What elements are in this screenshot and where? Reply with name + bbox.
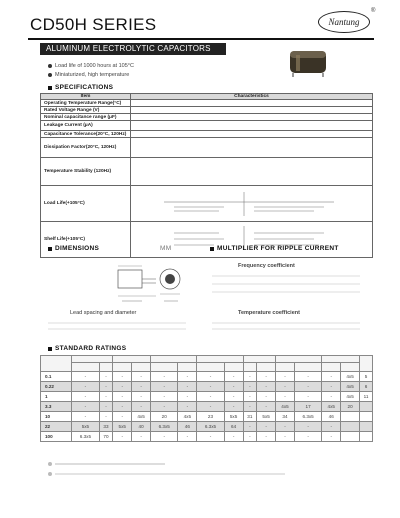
ratings-cell: - [113, 402, 132, 412]
spec-value [131, 100, 373, 107]
feature-item [48, 72, 129, 78]
spec-item: Rated Voltage Range (V) [41, 107, 131, 114]
spec-item: Load Life(+105°C) [41, 186, 131, 222]
spec-item: Temperature Stability (120Hz) [41, 158, 131, 186]
ratings-cell [341, 412, 360, 422]
ratings-cell: 4x5 [341, 372, 360, 382]
ratings-cell: - [243, 432, 257, 442]
ratings-cell: - [197, 402, 224, 412]
ratings-cell-cap: 3.3 [41, 402, 72, 412]
ratings-header-group [197, 356, 243, 363]
ratings-cell: - [113, 372, 132, 382]
ratings-cell [360, 422, 373, 432]
ratings-cell: - [113, 382, 132, 392]
ratings-cell: - [276, 392, 295, 402]
ratings-cell: - [276, 432, 295, 442]
ratings-cell [360, 402, 373, 412]
ratings-cell: - [322, 372, 341, 382]
spec-value [131, 131, 373, 138]
spec-value [131, 138, 373, 158]
ratings-cell: - [72, 372, 99, 382]
ratings-cell: - [294, 382, 321, 392]
ratings-cell [341, 432, 360, 442]
footnote-text-faint [55, 473, 285, 475]
ratings-cell: - [243, 372, 257, 382]
ratings-cell: 4x5 [322, 402, 341, 412]
spec-header-characteristics: Characteristics [131, 94, 373, 100]
footnote-line [48, 472, 285, 476]
lead-spacing-label: Lead spacing and diameter [70, 310, 137, 316]
ratings-cell: 46 [322, 412, 341, 422]
ratings-header-group [243, 356, 276, 363]
dot-icon [48, 462, 52, 466]
ratings-cell-cap: 0.22 [41, 382, 72, 392]
ratings-cell: - [178, 402, 197, 412]
registered-mark: ® [371, 8, 376, 14]
ratings-cell: - [132, 432, 151, 442]
ratings-cell: - [132, 372, 151, 382]
ratings-cell: 64 [224, 422, 243, 432]
spec-row [41, 107, 373, 114]
ratings-cell: 4x5 [178, 412, 197, 422]
ratings-cell: - [224, 372, 243, 382]
title-rule [28, 38, 374, 40]
ratings-cell: - [99, 412, 113, 422]
ratings-cell: 20 [341, 402, 360, 412]
ratings-cell: 40 [132, 422, 151, 432]
ratings-cell: - [276, 372, 295, 382]
ratings-cell: - [178, 382, 197, 392]
ratings-cell: - [113, 392, 132, 402]
dot-icon [48, 64, 52, 68]
ratings-cell: - [99, 392, 113, 402]
ratings-cell: - [197, 392, 224, 402]
ratings-row [41, 392, 373, 402]
ratings-cell: 20 [151, 412, 178, 422]
spec-item: Leakage Current (μA) [41, 121, 131, 131]
ratings-cell: 33 [99, 422, 113, 432]
ratings-cell: - [151, 372, 178, 382]
ratings-cell: - [197, 382, 224, 392]
section-title: MULTIPLIER FOR RIPPLE CURRENT [217, 245, 339, 252]
ratings-cell: - [322, 392, 341, 402]
ratings-cell: - [243, 422, 257, 432]
load-life-subtable [134, 188, 364, 218]
section-dimensions [48, 245, 99, 252]
ratings-row [41, 422, 373, 432]
ratings-cell-cap: 1 [41, 392, 72, 402]
ratings-cell: - [294, 392, 321, 402]
dimension-drawing [108, 256, 188, 312]
dot-icon [48, 472, 52, 476]
spec-row [41, 222, 373, 258]
ratings-cell: - [294, 432, 321, 442]
ratings-cell: - [224, 432, 243, 442]
lead-spacing-table-faint [48, 320, 188, 334]
page-title: CD50H SERIES [30, 15, 157, 34]
spec-value [131, 158, 373, 186]
ratings-cell: - [178, 432, 197, 442]
feature-item [48, 63, 134, 69]
ratings-cell: 6.3x5 [294, 412, 321, 422]
ratings-cell: - [197, 432, 224, 442]
ratings-cell: 34 [276, 412, 295, 422]
ratings-cell: - [294, 422, 321, 432]
feature-text: Miniaturized, high temperature [55, 72, 130, 78]
ratings-cell: - [257, 422, 276, 432]
capacitor-icon [286, 47, 330, 79]
ratings-cell: 23 [197, 412, 224, 422]
ratings-cell: - [113, 432, 132, 442]
spec-header-item: Item [41, 94, 131, 100]
ratings-cell: 4x5 [276, 402, 295, 412]
ratings-header-row [41, 356, 373, 363]
ratings-header-cap [41, 356, 72, 372]
ratings-cell: - [243, 392, 257, 402]
ratings-cell: - [243, 402, 257, 412]
ratings-row [41, 412, 373, 422]
ratings-cell: 4x5 [132, 412, 151, 422]
temperature-table-faint [212, 320, 362, 334]
ratings-cell: 5x5 [224, 412, 243, 422]
ratings-cell: - [113, 412, 132, 422]
spec-row [41, 114, 373, 121]
ratings-cell: - [322, 422, 341, 432]
brand-logo [318, 11, 370, 33]
ratings-cell: - [322, 382, 341, 392]
ratings-cell: - [294, 372, 321, 382]
ratings-cell [360, 412, 373, 422]
ratings-cell: - [257, 392, 276, 402]
ratings-cell: - [224, 382, 243, 392]
frequency-table-faint [212, 273, 362, 303]
square-icon [48, 347, 52, 351]
ratings-cell: - [257, 402, 276, 412]
section-multiplier [210, 245, 339, 252]
ratings-cell: - [72, 412, 99, 422]
spec-row [41, 138, 373, 158]
ratings-cell: - [72, 402, 99, 412]
ratings-cell: 5 [360, 372, 373, 382]
square-icon [210, 247, 214, 251]
ratings-cell [360, 432, 373, 442]
ratings-cell: 4x5 [341, 382, 360, 392]
ratings-cell: - [99, 372, 113, 382]
spec-value [131, 121, 373, 131]
ratings-cell: - [276, 382, 295, 392]
specifications-table [40, 93, 373, 258]
square-icon [48, 86, 52, 90]
spec-row [41, 158, 373, 186]
ratings-cell: - [257, 382, 276, 392]
spec-item: Shelf Life(+105°C) [41, 222, 131, 258]
spec-item: Dissipation Factor(20°C, 120Hz) [41, 138, 131, 158]
ratings-cell: - [243, 382, 257, 392]
ratings-cell: - [151, 432, 178, 442]
ratings-cell: - [224, 392, 243, 402]
spec-value [131, 107, 373, 114]
dot-icon [48, 73, 52, 77]
ratings-header-group [276, 356, 322, 363]
ratings-header-group [151, 356, 197, 363]
ratings-cell: 6.3x5 [151, 422, 178, 432]
spec-item: Nominal capacitance range (μF) [41, 114, 131, 121]
ratings-cell: - [132, 382, 151, 392]
product-banner: ALUMINUM ELECTROLYTIC CAPACITORS [40, 43, 226, 55]
ratings-cell: - [151, 402, 178, 412]
ratings-cell-cap: 22 [41, 422, 72, 432]
ratings-cell: 70 [99, 432, 113, 442]
ratings-cell-cap: 0.1 [41, 372, 72, 382]
ratings-cell: - [197, 372, 224, 382]
ratings-cell: 5x5 [113, 422, 132, 432]
ratings-cell: 6.3x5 [72, 432, 99, 442]
ratings-cell-cap: 100 [41, 432, 72, 442]
ratings-cell: - [132, 392, 151, 402]
ratings-row [41, 432, 373, 442]
section-title: SPECIFICATIONS [55, 84, 114, 91]
ratings-cell: - [257, 372, 276, 382]
ratings-cell [341, 422, 360, 432]
ratings-table [40, 355, 373, 442]
footnote-line [48, 462, 165, 466]
dimensions-unit: MM [160, 245, 172, 252]
temperature-coefficient-label: Temperature coefficient [238, 310, 300, 316]
ratings-cell: 17 [294, 402, 321, 412]
spec-item: Operating Temperature Range(°C) [41, 100, 131, 107]
ratings-cell: - [257, 432, 276, 442]
ratings-header-group [113, 356, 151, 363]
ratings-cell: - [151, 382, 178, 392]
ratings-row [41, 402, 373, 412]
ratings-row [41, 372, 373, 382]
ratings-cell: - [322, 432, 341, 442]
ratings-cell: - [178, 392, 197, 402]
ratings-cell: 5x5 [257, 412, 276, 422]
logo-text: Nantung [328, 17, 360, 27]
ratings-header-group [72, 356, 113, 363]
spec-item: Capacitance Tolerance(20°C, 120Hz) [41, 131, 131, 138]
ratings-cell: 6.3x5 [197, 422, 224, 432]
ratings-cell-cap: 10 [41, 412, 72, 422]
ratings-cell: - [72, 382, 99, 392]
feature-text: Load life of 1000 hours at 105°C [55, 63, 134, 69]
ratings-cell: - [151, 392, 178, 402]
ratings-cell: - [224, 402, 243, 412]
footnote-text-faint [55, 463, 165, 465]
section-title: DIMENSIONS [55, 245, 100, 252]
ratings-cell: 46 [178, 422, 197, 432]
spec-row [41, 186, 373, 222]
spec-value [131, 186, 373, 222]
ratings-cell: 5x5 [72, 422, 99, 432]
section-ratings [48, 345, 126, 352]
spec-value [131, 222, 373, 258]
section-specifications [48, 84, 113, 91]
ratings-row [41, 382, 373, 392]
spec-row [41, 121, 373, 131]
ratings-cell: - [132, 402, 151, 412]
frequency-coefficient-label: Frequency coefficient [238, 263, 295, 269]
ratings-header-group [322, 356, 360, 363]
ratings-cell: - [72, 392, 99, 402]
ratings-cell: - [99, 402, 113, 412]
ratings-cell: - [99, 382, 113, 392]
spec-row [41, 100, 373, 107]
ratings-subheader-row [41, 363, 373, 372]
ratings-cell: - [276, 422, 295, 432]
ratings-header-group [360, 356, 373, 372]
section-title: STANDARD RATINGS [55, 345, 127, 352]
spec-value [131, 114, 373, 121]
ratings-cell: 31 [243, 412, 257, 422]
ratings-cell: 4x5 [341, 392, 360, 402]
square-icon [48, 247, 52, 251]
spec-row [41, 131, 373, 138]
ratings-cell: 11 [360, 392, 373, 402]
ratings-cell: 6 [360, 382, 373, 392]
ratings-cell: - [178, 372, 197, 382]
